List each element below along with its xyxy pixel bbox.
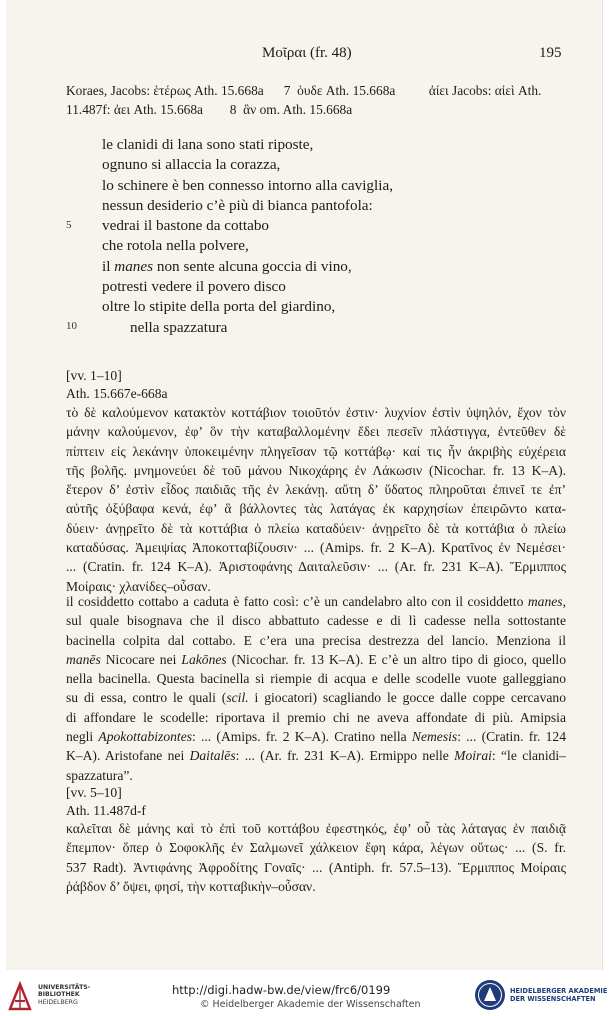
greek-line: τῆς βολῆς. μνημονεύει δὲ τοῦ μάνου Νικοχάρης ἐν Λάκωσιν (Nicochar. fr. 13 K–A).	[66, 462, 566, 478]
poem-line	[102, 257, 393, 277]
logo-text: DER WISSENSCHAFTEN	[510, 995, 596, 1003]
logo-text: BIBLIOTHEK	[38, 991, 80, 999]
library-name	[38, 984, 90, 1006]
apparatus-line: Koraes, Jacobs: ἑτέρως Ath. 15.668a 7 ὁυδε Ath. 15.668a ἀίει Jacobs: αἰεὶ Ath.	[66, 83, 542, 98]
greek-line: Μοίραις· χλανίδες–οὖσαν.	[66, 578, 211, 594]
critical-apparatus	[66, 81, 566, 119]
greek-text	[66, 819, 566, 896]
commentary-line: spazzatura”.	[66, 767, 133, 783]
section-range: [vv. 1–10]	[66, 368, 122, 383]
poem-line: che rotola nella polvere,	[102, 237, 249, 255]
commentary-line	[66, 650, 566, 669]
italic-term: scil.	[226, 690, 249, 706]
university-library-logo[interactable]	[8, 979, 108, 1013]
italic-term: Lakōnes	[181, 651, 227, 667]
greek-line: τὸ δὲ καλούμενον κατακτὸν κοττάβιον τοιοῦτόν ἐστιν· λυχνίον ἐστὶν ὑψηλόν, ἔχον τὸν	[66, 405, 566, 420]
greek-line: ἔπεμπον· ὅπερ ὁ Σοφοκλῆς ἐν Σαλμωνεῖ χάλκειον ἔφη κάρα, λέγων οὕτως· ... (S. fr.	[66, 840, 566, 856]
commentary-line	[66, 727, 566, 746]
page-url-link[interactable]: http://digi.hadw-bw.de/view/frc6/0199	[172, 983, 391, 997]
text-run: ,	[562, 594, 566, 609]
poem-line: potresti vedere il povero disco	[102, 278, 286, 296]
apparatus-line: 11.487f: ἀει Ath. 15.668a 8 ἂν om. Ath. 15.668a	[66, 102, 353, 117]
text-run: : ... (Ar. fr. 231 K–A). Ermippo nelle	[235, 748, 455, 764]
commentary-line	[66, 746, 566, 765]
text-run: negli	[66, 729, 99, 745]
italic-term: Daitalēs	[189, 748, 236, 764]
greek-line: δύειν· ἀνῃρεῖτο δὲ τὰ κοττάβια ὁ πλείω καταδύειν· ἀνῃρεῖτο δὲ τὰ κοττάβια ὁ πλείω	[66, 520, 566, 536]
viewer-footer	[0, 975, 614, 1016]
academy-seal-icon	[474, 979, 506, 1011]
greek-text	[66, 403, 566, 596]
section-range: [vv. 5–10]	[66, 785, 122, 800]
text-run: : ... (Amips. fr. 2 K–A). Cratino nella	[192, 729, 412, 745]
text-run: K–A). Aristofane nei	[66, 748, 190, 764]
italic-term: Apokottabizontes	[98, 729, 193, 745]
greek-line: αὐτῆς ὀξύβαφα κενά, ἐφ’ ἃ βάλλοντες τὰς λατάγας ἐκ καρχησίων ἐπειρῶντο κατα-	[66, 501, 566, 517]
greek-line: καταδύσας. Ἀμειψίας Ἀποκοτταβίζουσιν· ... (Amips. fr. 2 K–A). Κρατῖνος ἐν Νεμέσει·	[66, 540, 566, 556]
poem-line: le clanidi di lana sono stati riposte,	[102, 136, 314, 153]
copyright-notice: © Heidelberger Akademie der Wissenschaften	[200, 999, 421, 1010]
greek-line: ἕτερον δ’ ἐστὶν εἶδος παιδιᾶς τῆς ἐν λεκάνῃ. αὕτη δ’ ὕδατος πληροῦται ἐπινεῖ τε ἐπ’	[66, 482, 566, 498]
italic-term: manēs	[66, 651, 101, 667]
text-run: Nicocare nei	[100, 651, 182, 667]
commentary-line	[66, 688, 566, 707]
poem-line-start: il	[102, 257, 115, 275]
commentary-line: sul quale bisognava che il disco abbattuto cadesse e di lì cadesse nella sottostante	[66, 613, 566, 629]
page-number: 195	[539, 45, 562, 61]
section-source: Ath. 15.667e-668a	[66, 386, 168, 401]
text-run: il cosiddetto cottabo a caduta è fatto così: c’è un candelabro alto con il cosiddetto	[66, 594, 528, 609]
text-run: : ... (Cratin. fr. 124	[457, 729, 566, 745]
italic-term: manes	[114, 257, 154, 275]
poem-line: vedrai il bastone da cottabo	[102, 217, 270, 235]
greek-line: ῥάβδον δ’ ὄψει, φησί, τὴν κοτταβικὴν–οὖσαν.	[66, 878, 316, 894]
greek-line: ... (Cratin. fr. 124 K–A). Ἀριστοφάνης Δαιταλεῦσιν· ... (Ar. fr. 231 K–A). Ἕρμιππος	[66, 559, 566, 575]
text-run: i giocatori) scagliando le gocce dalle coppe cercavano	[248, 690, 567, 706]
italic-term: Moirai	[454, 748, 492, 764]
logo-text: HEIDELBERGER AKADEMIE	[510, 987, 608, 995]
greek-line: μάνην καλούμενον, ἐφ’ ὃν τὴν καταβαλλομένην ἔδει πεσεῖν πλάστιγγα, ἐντεῦθεν δὲ	[66, 424, 566, 440]
text-run: (Nicochar. fr. 13 K–A). E c’è un altro tipo di gioco, quello	[226, 651, 567, 667]
poem-line: ognuno si allaccia la corazza,	[102, 156, 281, 174]
commentary-line: nella bacinella. Questa bacinella si riempie di acqua e delle scodelle vuote galleggiano	[66, 671, 566, 687]
italian-commentary	[66, 592, 566, 785]
line-number: 5	[66, 219, 72, 231]
poem-line: nella spazzatura	[130, 318, 228, 336]
greek-line: 537 Radt). Ἀντιφάνης Ἀφροδίτης Γοναῖς· ... (Antiph. fr. 57.5–13). Ἕρμιππος Μοίραις	[66, 859, 566, 875]
book-page	[6, 0, 602, 970]
poem-line: lo schinere è ben connesso intorno alla caviglia,	[102, 176, 393, 194]
poem-line: oltre lo stipite della porta del giardino,	[102, 298, 336, 316]
academy-logo[interactable]	[474, 979, 610, 1013]
logo-text: HEIDELBERG	[38, 998, 78, 1006]
poem-line: nessun desiderio c’è più di bianca pantofola:	[102, 196, 373, 214]
line-number: 10	[66, 320, 77, 332]
text-run: : “le clanidi–	[491, 748, 566, 764]
library-emblem-icon	[8, 981, 32, 1011]
italic-term: Nemesis	[411, 729, 458, 745]
greek-line: πίπτειν εἰς λεκάνην ὑποκειμένην πληγεῖσαν τῷ κοττάβῳ· καί τις ἦν ἀκριβὴς εὐχέρεια	[66, 443, 566, 459]
poem-line-end: non sente alcuna goccia di vino,	[153, 257, 352, 275]
text-run: su di essa, contro le quali (	[66, 690, 227, 706]
logo-text: UNIVERSITÄTS-	[38, 984, 91, 991]
commentary-line	[66, 592, 566, 611]
poem-translation	[102, 135, 393, 338]
running-title: Μοῖραι (fr. 48)	[262, 45, 352, 61]
commentary-line: di affondare le scodelle: riportava il premio chi ne aveva affondate di più. Amipsia	[66, 709, 566, 725]
commentary-line: bacinella colpita dal cottabo. E c’era una precisa destrezza del lancio. Menziona il	[66, 632, 566, 648]
greek-line: καλεῖται δὲ μάνης καὶ τὸ ἐπὶ τοῦ κοττάβου ἐφεστηκός, ἐφ’ οὗ τὰς λάταγας ἐν παιδιᾷ	[66, 821, 566, 836]
section-source: Ath. 11.487d-f	[66, 803, 146, 818]
italic-term: manes	[527, 594, 563, 609]
academy-name	[510, 987, 607, 1003]
